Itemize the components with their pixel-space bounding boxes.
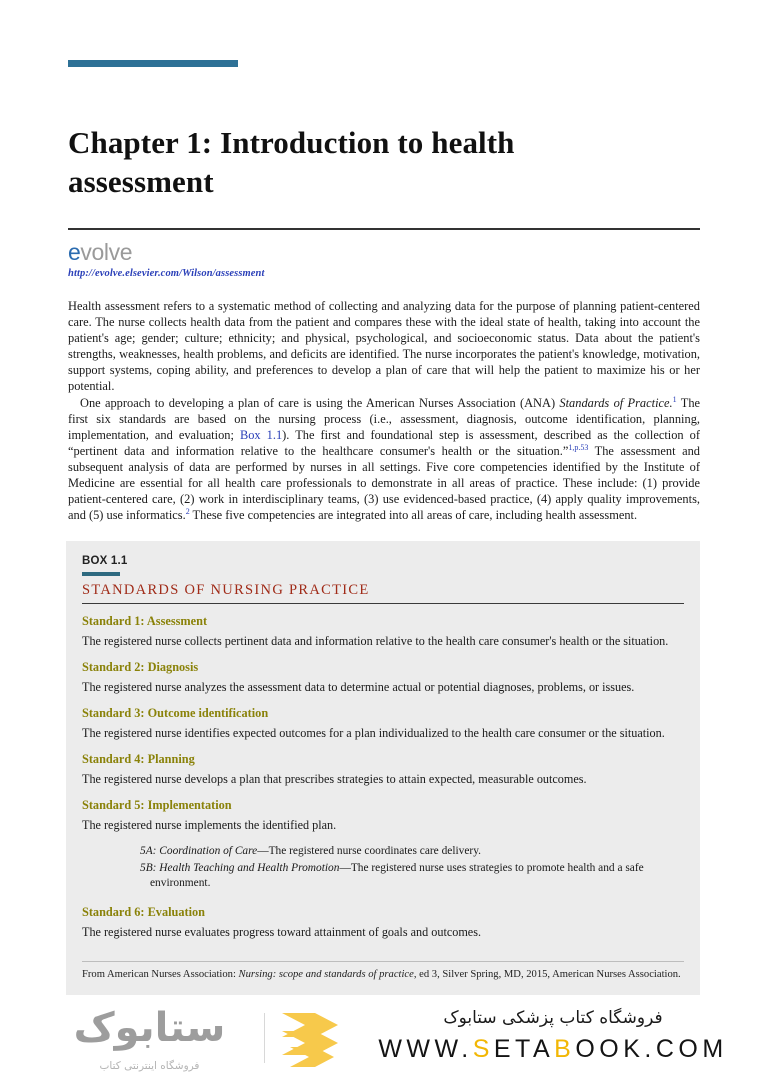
logo-word-part-gray: ستابوک — [73, 1005, 226, 1051]
substandard-5a — [140, 844, 684, 860]
footer-brand-text — [368, 1005, 738, 1064]
footer-watermark-banner — [0, 995, 764, 1080]
box-title: STANDARDS OF NURSING PRACTICE — [82, 582, 370, 598]
standard-text: The registered nurse analyzes the assessment data to determine actual or potential diagnoses, problems, or issues. — [82, 680, 635, 695]
url-letter-s: S — [472, 1035, 494, 1063]
standard-item-2 — [82, 660, 684, 695]
source-title: Nursing: scope and standards of practice — [238, 968, 414, 980]
box-title-divider — [82, 603, 684, 604]
standard-item-4 — [82, 752, 684, 787]
para2-segment-3: ). The first and foundational step is assessment, described as the collection of “pertinent data and information relative to the healthcare consumer's health or the situation.” — [68, 427, 701, 458]
reference-marker-1[interactable]: 1 — [672, 394, 677, 404]
footer-url[interactable] — [368, 1035, 738, 1064]
box-1-1 — [66, 541, 700, 995]
evolve-logo-e: e — [68, 239, 81, 265]
evolve-block — [68, 240, 265, 279]
paragraph-1: Health assessment refers to a systematic method of collecting and analyzing data for the purpose of planning patient-centered care. The nurse collects health data from the patient and compares these with the ideal state of health, taking into account the patient's age; gender; culture; ethnicity; and physical, psychological, and socioeconomic status. Data about the patient's strengths, weaknesses, health problems, and deficits are identified. The nurse incorporates the patient's knowledge, motivation, support systems, coping ability, and preferences to develop a plan of care that will help the patient to maximize his or her potential. — [68, 299, 700, 394]
standard-item-6 — [82, 905, 684, 940]
standard-item-1 — [82, 614, 684, 649]
box-accent-rule — [82, 572, 120, 576]
box-source-credit — [66, 962, 700, 995]
standard-heading: Standard 1: Assessment — [82, 614, 208, 629]
standards-of-practice-citation: Standards of Practice. — [559, 395, 673, 410]
top-accent-rule — [68, 60, 238, 67]
box-label: BOX 1.1 — [82, 555, 128, 567]
body-text — [68, 298, 700, 523]
substandard-5a-title: 5A: Coordination of Care — [140, 845, 258, 858]
para2-segment-4: The assessment and subsequent analysis of data are performed by nurses in all settings. Five core competencies identified by the Institute of Medicine are essential for all health care professionals to demonstrate in all areas of practice. These include: (1) provide patient-centered care, (2) work in interdisciplinary teams, (3) use evidenced-based practice, (4) apply quality improvements, and (5) use informatics. — [68, 443, 700, 523]
standard-text: The registered nurse evaluates progress toward attainment of goals and outcomes. — [82, 924, 482, 939]
page-title: Chapter 1: Introduction to health assessment — [68, 125, 515, 199]
url-letter-b: B — [554, 1035, 576, 1063]
substandard-5b-title: 5B: Health Teaching and Health Promotion — [140, 861, 340, 874]
standard-text: The registered nurse implements the identified plan. — [82, 818, 337, 833]
standard-heading: Standard 2: Diagnosis — [82, 660, 199, 675]
box-1-1-crossref-link[interactable]: Box 1.1 — [239, 427, 283, 442]
url-www: WWW. — [378, 1035, 473, 1063]
substandard-list — [82, 844, 684, 892]
para2-segment-1: One approach to developing a plan of care is using the American Nurses Association (ANA) — [80, 395, 560, 410]
standard-heading: Standard 4: Planning — [82, 752, 195, 767]
url-letters-ook-com: OOK.COM — [575, 1035, 728, 1063]
substandard-5a-text: —The registered nurse coordinates care delivery. — [257, 845, 481, 858]
standard-heading: Standard 5: Implementation — [82, 798, 232, 813]
standard-text: The registered nurse collects pertinent data and information relative to the health care consumer's health or the situation. — [82, 634, 669, 649]
chevron-stack-icon — [280, 1011, 350, 1067]
source-suffix: , ed 3, Silver Spring, MD, 2015, American Nurses Association. — [413, 968, 681, 980]
substandard-5b-text: —The registered nurse uses strategies to promote health and a safe environment. — [150, 861, 644, 890]
standard-heading: Standard 6: Evaluation — [82, 904, 205, 919]
setabook-logo[interactable] — [42, 1001, 382, 1075]
source-prefix: From American Nurses Association: — [82, 968, 239, 980]
standard-item-3 — [82, 706, 684, 741]
url-letters-eta: ETA — [493, 1035, 555, 1063]
logo-subtitle: فروشگاه اینترنتی کتاب — [99, 1060, 200, 1072]
box-content — [66, 541, 700, 955]
evolve-logo-rest: volve — [80, 239, 133, 265]
para2-segment-5: These five competencies are integrated into all areas of care, including health assessment. — [189, 508, 638, 523]
standard-text: The registered nurse identifies expected outcomes for a plan individualized to the health care consumer or the situation. — [82, 726, 665, 741]
reference-marker-2[interactable]: 1,p.53 — [568, 442, 589, 452]
logo-wordmark — [42, 1002, 257, 1074]
standard-item-5 — [82, 798, 684, 892]
substandard-5b — [140, 861, 684, 892]
logo-divider — [264, 1013, 265, 1063]
evolve-logo — [68, 240, 265, 265]
standard-text: The registered nurse develops a plan that prescribes strategies to attain expected, measurable outcomes. — [82, 772, 587, 787]
footer-tagline: فروشگاه کتاب پزشکی ستابوک — [443, 1008, 663, 1028]
standard-heading: Standard 3: Outcome identification — [82, 706, 269, 721]
paragraph-2 — [68, 395, 700, 524]
para2-segment-2: The first six standards are based on the nursing process (i.e., assessment, diagnosis, outcome identification, planning, implementation, and evaluation; — [68, 395, 701, 442]
reference-marker-3[interactable]: 2 — [185, 507, 190, 517]
evolve-url-link[interactable]: http://evolve.elsevier.com/Wilson/assessment — [68, 268, 265, 279]
logo-wordmark-text — [42, 1004, 257, 1052]
title-divider — [68, 228, 700, 230]
